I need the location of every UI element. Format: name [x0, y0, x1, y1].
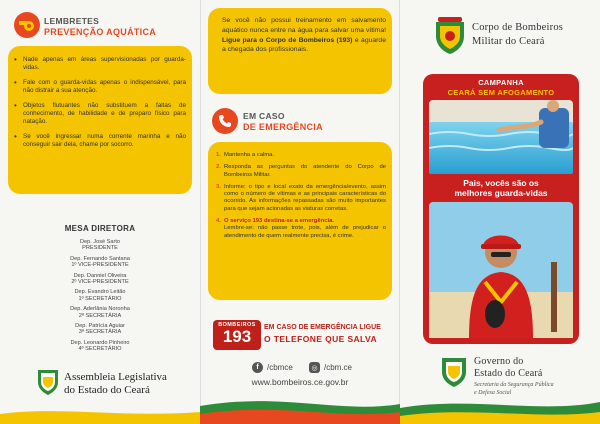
facebook-icon: f: [252, 362, 263, 373]
list-item: Dep. Aderlânia Noronha 2ª SECRETÁRIA: [70, 306, 130, 319]
facebook-link[interactable]: f /cbmce: [252, 362, 293, 373]
bombeiros-crest-icon: [432, 16, 468, 56]
assembleia-name-line1: Assembleia Legislativa: [64, 371, 167, 383]
instagram-icon: ◎: [309, 362, 320, 373]
lembretes-list: [14, 56, 186, 153]
bombeiros-name-line2: Militar do Ceará: [472, 36, 545, 47]
list-item: Dep. Evandro Leitão 1º SECRETÁRIO: [74, 289, 126, 302]
governo-name-line2: Estado do Ceará: [474, 368, 543, 379]
emergencia-subtitle: DE EMERGÊNCIA: [243, 122, 323, 132]
intro-bold: Ligue para o Corpo de Bombeiros (193): [222, 36, 353, 44]
campaign-name: CEARÁ SEM AFOGAMENTO: [447, 88, 555, 97]
intro-text: Se você não possui treinamento em salvamento aquático nunca entre na água para salvar uma vítima! Ligue para o Corpo de Bombeiros (193) e aguarde a chegada dos profissionais.: [222, 17, 386, 54]
mesa-title: MESA DIRETORA: [64, 224, 136, 233]
banner-line1: EM CASO DE EMERGÊNCIA LIGUE: [264, 324, 381, 331]
bottom-waves-decoration: [0, 384, 600, 424]
whistle-icon: [14, 12, 40, 38]
mesa-list: [0, 239, 200, 357]
list-item: Dep. José Sarto PRESIDENTE: [79, 239, 121, 252]
list-item: • Objetos flutuantes não substituem a faltas de conhecimento, de habilidade e de preparo físico para natação.: [14, 102, 186, 125]
lifeguard-photo-image: [429, 202, 573, 338]
list-item: 2. Responda as perguntas do atendente do Corpo de Bombeiros Militar.: [216, 164, 386, 178]
phone-icon: [212, 108, 238, 134]
list-item: Dep. Patrícia Aguiar 3ª SECRETÁRIA: [75, 323, 125, 336]
list-item: Dep. Fernando Santana 1º VICE-PRESIDENTE: [70, 255, 130, 269]
lembretes-title: LEMBRETES: [44, 16, 100, 26]
website-link[interactable]: www.bombeiros.ce.gov.br: [251, 377, 349, 387]
list-item: 3. Informe: o tipo e local exato da emergência/evento, assim como o número de vítimas e as principais características do ocorrido. As informações repassadas são muito importantes para que sejam acionadas as viaturas corretas.: [216, 183, 386, 212]
campaign-label: CAMPANHA: [478, 78, 524, 87]
governo-sub-line1: Secretaria da Segurança Pública: [474, 382, 554, 388]
instagram-link[interactable]: ◎ /cbm.ce: [309, 362, 352, 373]
list-item: Dep. Leonardo Pinheiro 4º SECRETÁRIO: [70, 339, 130, 353]
list-item: • Nade apenas em áreas supervisionadas por guarda-vidas.: [14, 56, 186, 71]
pool-photo-image: [429, 100, 573, 174]
campaign-slogan-line1: Pais, vocês são os: [463, 178, 539, 188]
list-item: 1. Mantenha a calma.: [216, 152, 275, 158]
campaign-slogan-line2: melhores guarda-vidas: [454, 188, 548, 198]
assembleia-name-line2: do Estado do Ceará: [64, 384, 150, 396]
emergencia-title: EM CASO: [243, 111, 285, 121]
list-item: Dep. Danniel Oliveira 2º VICE-PRESIDENTE: [71, 272, 129, 286]
steps-list: [216, 152, 386, 245]
banner-line2: O TELEFONE QUE SALVA: [264, 334, 377, 344]
lembretes-subtitle: PREVENÇÃO AQUÁTICA: [44, 27, 157, 37]
list-item: 4. O serviço 193 destina-se a emergência. Lembre-se: não passe trote, pois, além de prejudicar o atendimento de quem realmente precisa, é crime.: [216, 218, 386, 239]
list-item: • Fale com o guarda-vidas apenas o indispensável, para não distrair a sua atenção.: [14, 79, 186, 94]
bombeiros-193-badge: BOMBEIROS 193: [213, 320, 261, 350]
list-item: • Se você ingressar numa corrente marinha e não conseguir sair dela, chame por socorro.: [14, 133, 186, 148]
bombeiros-name-line1: Corpo de Bombeiros: [472, 22, 564, 33]
governo-name-line1: Governo do: [474, 356, 524, 367]
governo-sub-line2: e Defesa Social: [474, 390, 512, 396]
campaign-card: [423, 74, 579, 344]
